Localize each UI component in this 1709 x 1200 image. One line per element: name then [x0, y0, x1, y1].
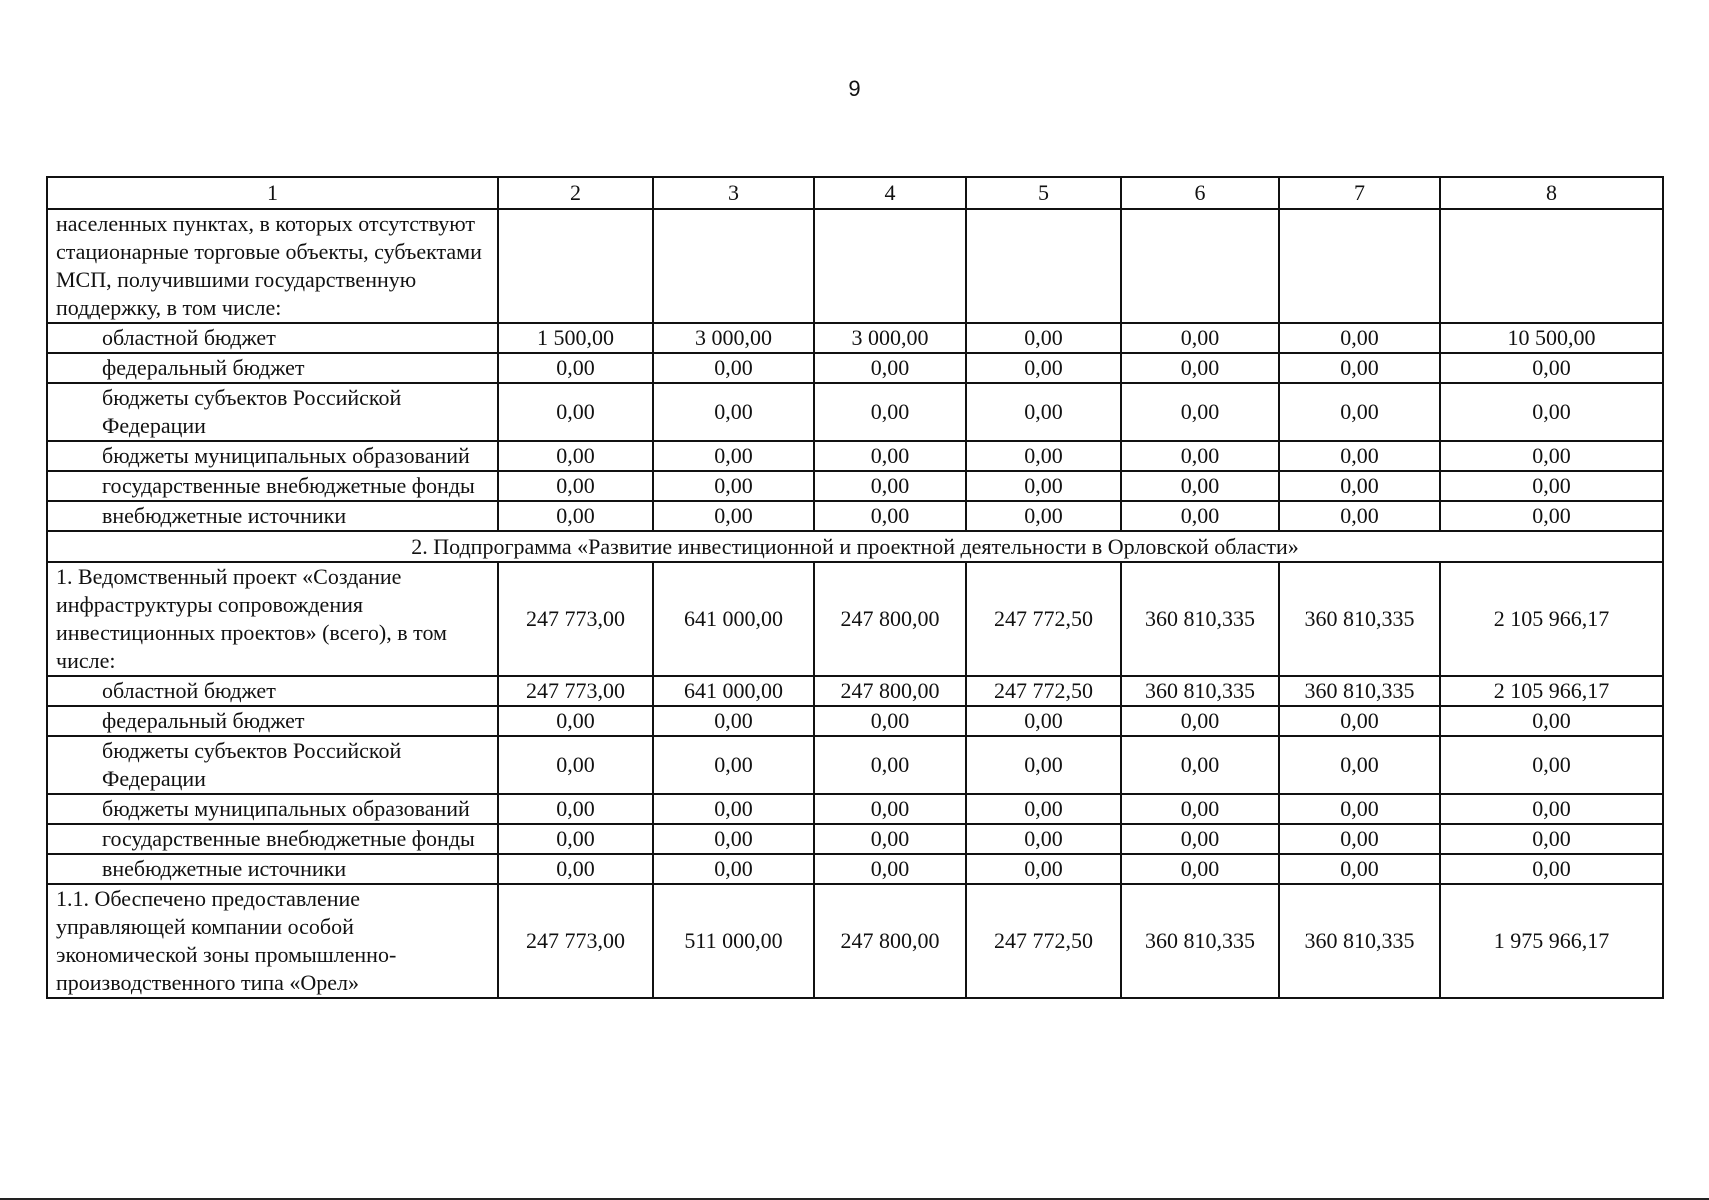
table-row	[47, 706, 1663, 736]
table-cell: 0,00	[1121, 323, 1279, 353]
table-cell: 0,00	[653, 794, 814, 824]
table-cell: 0,00	[814, 471, 966, 501]
table-cell: 0,00	[966, 383, 1121, 441]
row-label: федеральный бюджет	[47, 706, 498, 736]
table-cell: 0,00	[814, 353, 966, 383]
table-cell: 0,00	[1279, 824, 1440, 854]
table-cell: 360 810,335	[1121, 884, 1279, 998]
table-cell: 0,00	[1440, 706, 1663, 736]
table-cell: 0,00	[1279, 501, 1440, 531]
table-row	[47, 323, 1663, 353]
row-label: бюджеты субъектов Российской Федерации	[47, 383, 498, 441]
table-cell: 3 000,00	[653, 323, 814, 353]
table-cell: 247 773,00	[498, 562, 653, 676]
section-row	[47, 531, 1663, 562]
table-cell: 641 000,00	[653, 562, 814, 676]
row-label: внебюджетные источники	[47, 501, 498, 531]
table-cell: 1 975 966,17	[1440, 884, 1663, 998]
table-cell: 0,00	[1440, 441, 1663, 471]
table-cell: 511 000,00	[653, 884, 814, 998]
table-row	[47, 471, 1663, 501]
table-cell: 0,00	[814, 854, 966, 884]
row-label: государственные внебюджетные фонды	[47, 471, 498, 501]
table-cell: 0,00	[498, 383, 653, 441]
table-cell: 0,00	[1440, 353, 1663, 383]
table-cell: 1 500,00	[498, 323, 653, 353]
table-cell: 0,00	[1121, 824, 1279, 854]
table-cell: 2 105 966,17	[1440, 676, 1663, 706]
column-header: 6	[1121, 177, 1279, 209]
table-row	[47, 383, 1663, 441]
column-header: 7	[1279, 177, 1440, 209]
table-cell: 641 000,00	[653, 676, 814, 706]
column-header: 1	[47, 177, 498, 209]
table-cell: 0,00	[814, 706, 966, 736]
row-label: федеральный бюджет	[47, 353, 498, 383]
table-cell: 0,00	[814, 441, 966, 471]
column-header: 4	[814, 177, 966, 209]
table-cell: 0,00	[653, 353, 814, 383]
table-cell: 0,00	[1121, 736, 1279, 794]
row-label: бюджеты муниципальных образований	[47, 794, 498, 824]
table-cell: 0,00	[653, 854, 814, 884]
header-row	[47, 177, 1663, 209]
table-cell: 0,00	[1440, 471, 1663, 501]
table-cell: 0,00	[653, 383, 814, 441]
table-cell: 0,00	[814, 736, 966, 794]
table-cell: 0,00	[966, 323, 1121, 353]
table-cell: 0,00	[498, 441, 653, 471]
table-cell: 247 772,50	[966, 676, 1121, 706]
table-cell: 0,00	[966, 471, 1121, 501]
table-row	[47, 676, 1663, 706]
table-cell: 0,00	[1440, 854, 1663, 884]
column-header: 5	[966, 177, 1121, 209]
table-cell: 0,00	[498, 706, 653, 736]
row-label: 1. Ведомственный проект «Создание инфраструктуры сопровождения инвестиционных проектов» (всего), в том числе:	[47, 562, 498, 676]
table-cell: 0,00	[1121, 353, 1279, 383]
table-cell	[1121, 209, 1279, 323]
column-header: 3	[653, 177, 814, 209]
table-cell: 360 810,335	[1121, 676, 1279, 706]
table-cell: 0,00	[966, 794, 1121, 824]
table-cell: 0,00	[966, 736, 1121, 794]
column-header: 2	[498, 177, 653, 209]
table-cell: 0,00	[498, 794, 653, 824]
table-row	[47, 824, 1663, 854]
table-cell: 0,00	[966, 501, 1121, 531]
table-cell: 0,00	[498, 501, 653, 531]
table-cell: 0,00	[1279, 471, 1440, 501]
table-cell: 0,00	[653, 471, 814, 501]
row-label: внебюджетные источники	[47, 854, 498, 884]
table-cell: 247 800,00	[814, 884, 966, 998]
table-cell: 0,00	[1121, 706, 1279, 736]
table-row	[47, 736, 1663, 794]
table-cell: 247 772,50	[966, 562, 1121, 676]
table-cell: 0,00	[1121, 441, 1279, 471]
table-cell: 247 773,00	[498, 676, 653, 706]
table-cell	[653, 209, 814, 323]
table-cell: 0,00	[814, 794, 966, 824]
table-cell: 0,00	[1279, 323, 1440, 353]
table-cell: 0,00	[1440, 383, 1663, 441]
table-cell: 0,00	[1279, 736, 1440, 794]
table-row	[47, 854, 1663, 884]
table-cell: 247 772,50	[966, 884, 1121, 998]
table-cell: 0,00	[966, 706, 1121, 736]
table-row	[47, 441, 1663, 471]
table-cell: 0,00	[1121, 854, 1279, 884]
table-cell: 0,00	[653, 501, 814, 531]
table-cell: 2 105 966,17	[1440, 562, 1663, 676]
table-cell	[966, 209, 1121, 323]
table-cell: 0,00	[653, 736, 814, 794]
table-row	[47, 209, 1663, 323]
row-label: областной бюджет	[47, 323, 498, 353]
table-cell: 247 800,00	[814, 676, 966, 706]
table-cell: 0,00	[1440, 794, 1663, 824]
table-cell: 0,00	[498, 471, 653, 501]
table-cell: 0,00	[966, 824, 1121, 854]
table-row	[47, 794, 1663, 824]
table-cell: 0,00	[1279, 854, 1440, 884]
table-row	[47, 501, 1663, 531]
table-cell: 0,00	[653, 824, 814, 854]
table-cell: 0,00	[498, 824, 653, 854]
table-cell: 0,00	[966, 854, 1121, 884]
row-label: бюджеты муниципальных образований	[47, 441, 498, 471]
table-cell: 0,00	[1279, 794, 1440, 824]
table-cell: 0,00	[1440, 501, 1663, 531]
table-cell	[498, 209, 653, 323]
table-cell: 0,00	[1121, 471, 1279, 501]
table-cell: 0,00	[653, 441, 814, 471]
table-cell: 0,00	[1279, 383, 1440, 441]
table-cell: 247 773,00	[498, 884, 653, 998]
table-cell: 0,00	[1279, 353, 1440, 383]
budget-table	[46, 176, 1664, 999]
table-cell: 247 800,00	[814, 562, 966, 676]
section-heading: 2. Подпрограмма «Развитие инвестиционной и проектной деятельности в Орловской области»	[47, 531, 1663, 562]
table-cell: 0,00	[498, 854, 653, 884]
table-cell: 0,00	[1121, 501, 1279, 531]
page-number: 9	[848, 76, 861, 101]
table-cell: 360 810,335	[1279, 676, 1440, 706]
table-cell: 360 810,335	[1279, 884, 1440, 998]
table-cell: 0,00	[1279, 441, 1440, 471]
table-cell: 0,00	[1440, 736, 1663, 794]
table-cell	[1440, 209, 1663, 323]
table-cell: 0,00	[653, 706, 814, 736]
table-row	[47, 884, 1663, 998]
table-cell: 0,00	[1121, 383, 1279, 441]
table-row	[47, 353, 1663, 383]
row-label: бюджеты субъектов Российской Федерации	[47, 736, 498, 794]
table-cell: 360 810,335	[1279, 562, 1440, 676]
table-cell: 0,00	[1121, 794, 1279, 824]
table-cell: 3 000,00	[814, 323, 966, 353]
row-label: областной бюджет	[47, 676, 498, 706]
column-header: 8	[1440, 177, 1663, 209]
table-cell: 0,00	[966, 441, 1121, 471]
table-cell: 0,00	[1279, 706, 1440, 736]
table-row	[47, 562, 1663, 676]
row-label: государственные внебюджетные фонды	[47, 824, 498, 854]
table-cell: 0,00	[814, 383, 966, 441]
table-cell	[1279, 209, 1440, 323]
row-label: населенных пунктах, в которых отсутствуют стационарные торговые объекты, субъектами МСП, получившими государственную поддержку, в том числе:	[47, 209, 498, 323]
row-label: 1.1. Обеспечено предоставление управляющей компании особой экономической зоны промышленно-производственного типа «Орел»	[47, 884, 498, 998]
table-cell: 0,00	[814, 501, 966, 531]
table-cell: 0,00	[966, 353, 1121, 383]
table-cell: 360 810,335	[1121, 562, 1279, 676]
table-cell	[814, 209, 966, 323]
table-cell: 0,00	[1440, 824, 1663, 854]
table-cell: 0,00	[498, 353, 653, 383]
table-cell: 0,00	[498, 736, 653, 794]
table-cell: 0,00	[814, 824, 966, 854]
table-cell: 10 500,00	[1440, 323, 1663, 353]
